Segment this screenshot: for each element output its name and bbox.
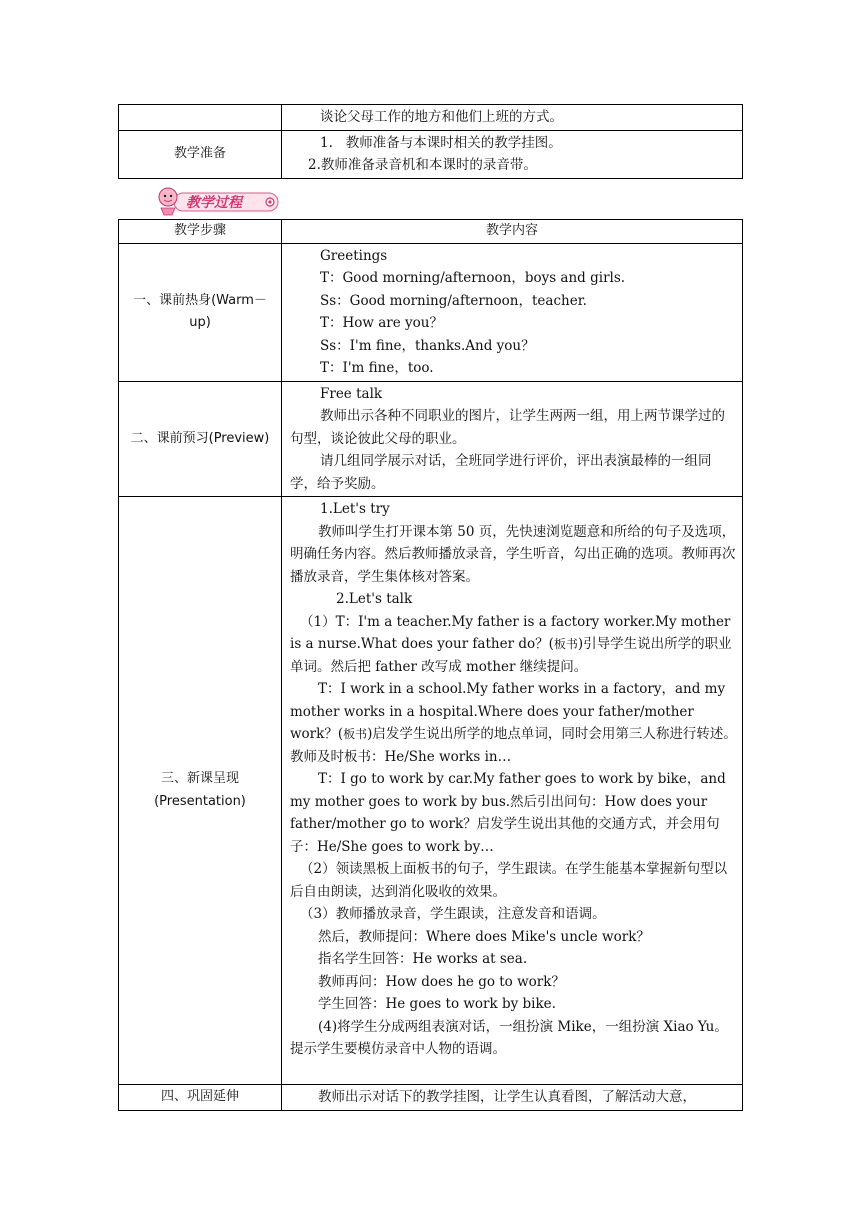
teaching-process-banner (152, 184, 282, 216)
table-row-consolidation (119, 1085, 743, 1111)
teaching-process-table (118, 219, 743, 1111)
cartoon-girl-icon (159, 188, 177, 215)
table-row-warmup (119, 243, 743, 381)
banner-text: 教学过程 (186, 195, 242, 211)
preview-content: Free talk 教师出示各种不同职业的图片，让学生两两一组，用上两节课学过的句型，谈论彼此父母的职业。 请几组同学展示对话，全班同学进行评价，评出表演最棒的一组同学，给予奖励。 (282, 381, 743, 497)
consolidation-content: 教师出示对话下的教学挂图，让学生认真看图，了解活动大意， (282, 1085, 743, 1111)
table-row (119, 130, 743, 178)
presentation-label: 三、新课呈现 (Presentation) (119, 497, 282, 1085)
warmup-content: Greetings T：Good morning/afternoon，boys and girls. Ss：Good morning/afternoon，teacher. T：How are you？ Ss：I'm fine，thanks.And you？ T：I'm fine，too. (282, 243, 743, 381)
top-table (118, 104, 743, 179)
presentation-content: 1.Let's try 教师叫学生打开课本第 50 页，先快速浏览题意和所给的句子及选项，明确任务内容。然后教师播放录音，学生听音，勾出正确的选项。教师再次播放录音，学生集体核对答案。 2.Let's talk （1）T：I'm a teacher.My father is a factory worker.My mother is a nurse.What does your father do？(板书)引导学生说出所学的职业单词。然后把 father 改写成 mother 继续提问。 T：I work in a school.My father works in a factory，and my mother works in a hospital.Where does your father/mother work？(板书)启发学生说出所学的地点单词，同时会用第三人称进行转述。教师及时板书：He/She works in… T：I go to work by car.My father goes to work by bike，and my mother goes to work by bus.然后引出问句：How does your father/mother go to work？启发学生说出其他的交通方式，并会用句子：He/She goes to work by… （2）领读黑板上面板书的句子，学生跟读。在学生能基本掌握新句型以后自由朗读，达到消化吸收的效果。 （3）教师播放录音，学生跟读，注意发音和语调。 然后，教师提问：Where does Mike's uncle work？ 指名学生回答：He works at sea. 教师再问：How does he go to work？ 学生回答：He goes to work by bike. (4)将学生分成两组表演对话，一组扮演 Mike，一组扮演 Xiao Yu。提示学生要模仿录音中人物的语调。 (282, 497, 743, 1085)
table-row-preview (119, 381, 743, 497)
table-header-row (119, 220, 743, 244)
table-row (119, 105, 743, 131)
warmup-label: 一、课前热身(Warm－ up) (119, 243, 282, 381)
consolidation-label: 四、巩固延伸 (119, 1085, 282, 1111)
preview-label: 二、课前预习(Preview) (119, 381, 282, 497)
table-row-presentation (119, 497, 743, 1085)
header-content: 教学内容 (282, 220, 743, 244)
header-steps: 教学步骤 (119, 220, 282, 244)
prep-label: 教学准备 (119, 130, 282, 178)
prep-item: 1. 教师准备与本课时相关的教学挂图。 (320, 134, 562, 151)
prep-item: 2.教师准备录音机和本课时的录音带。 (308, 157, 537, 173)
objective-text: 谈论父母工作的地方和他们上班的方式。 (320, 109, 563, 125)
